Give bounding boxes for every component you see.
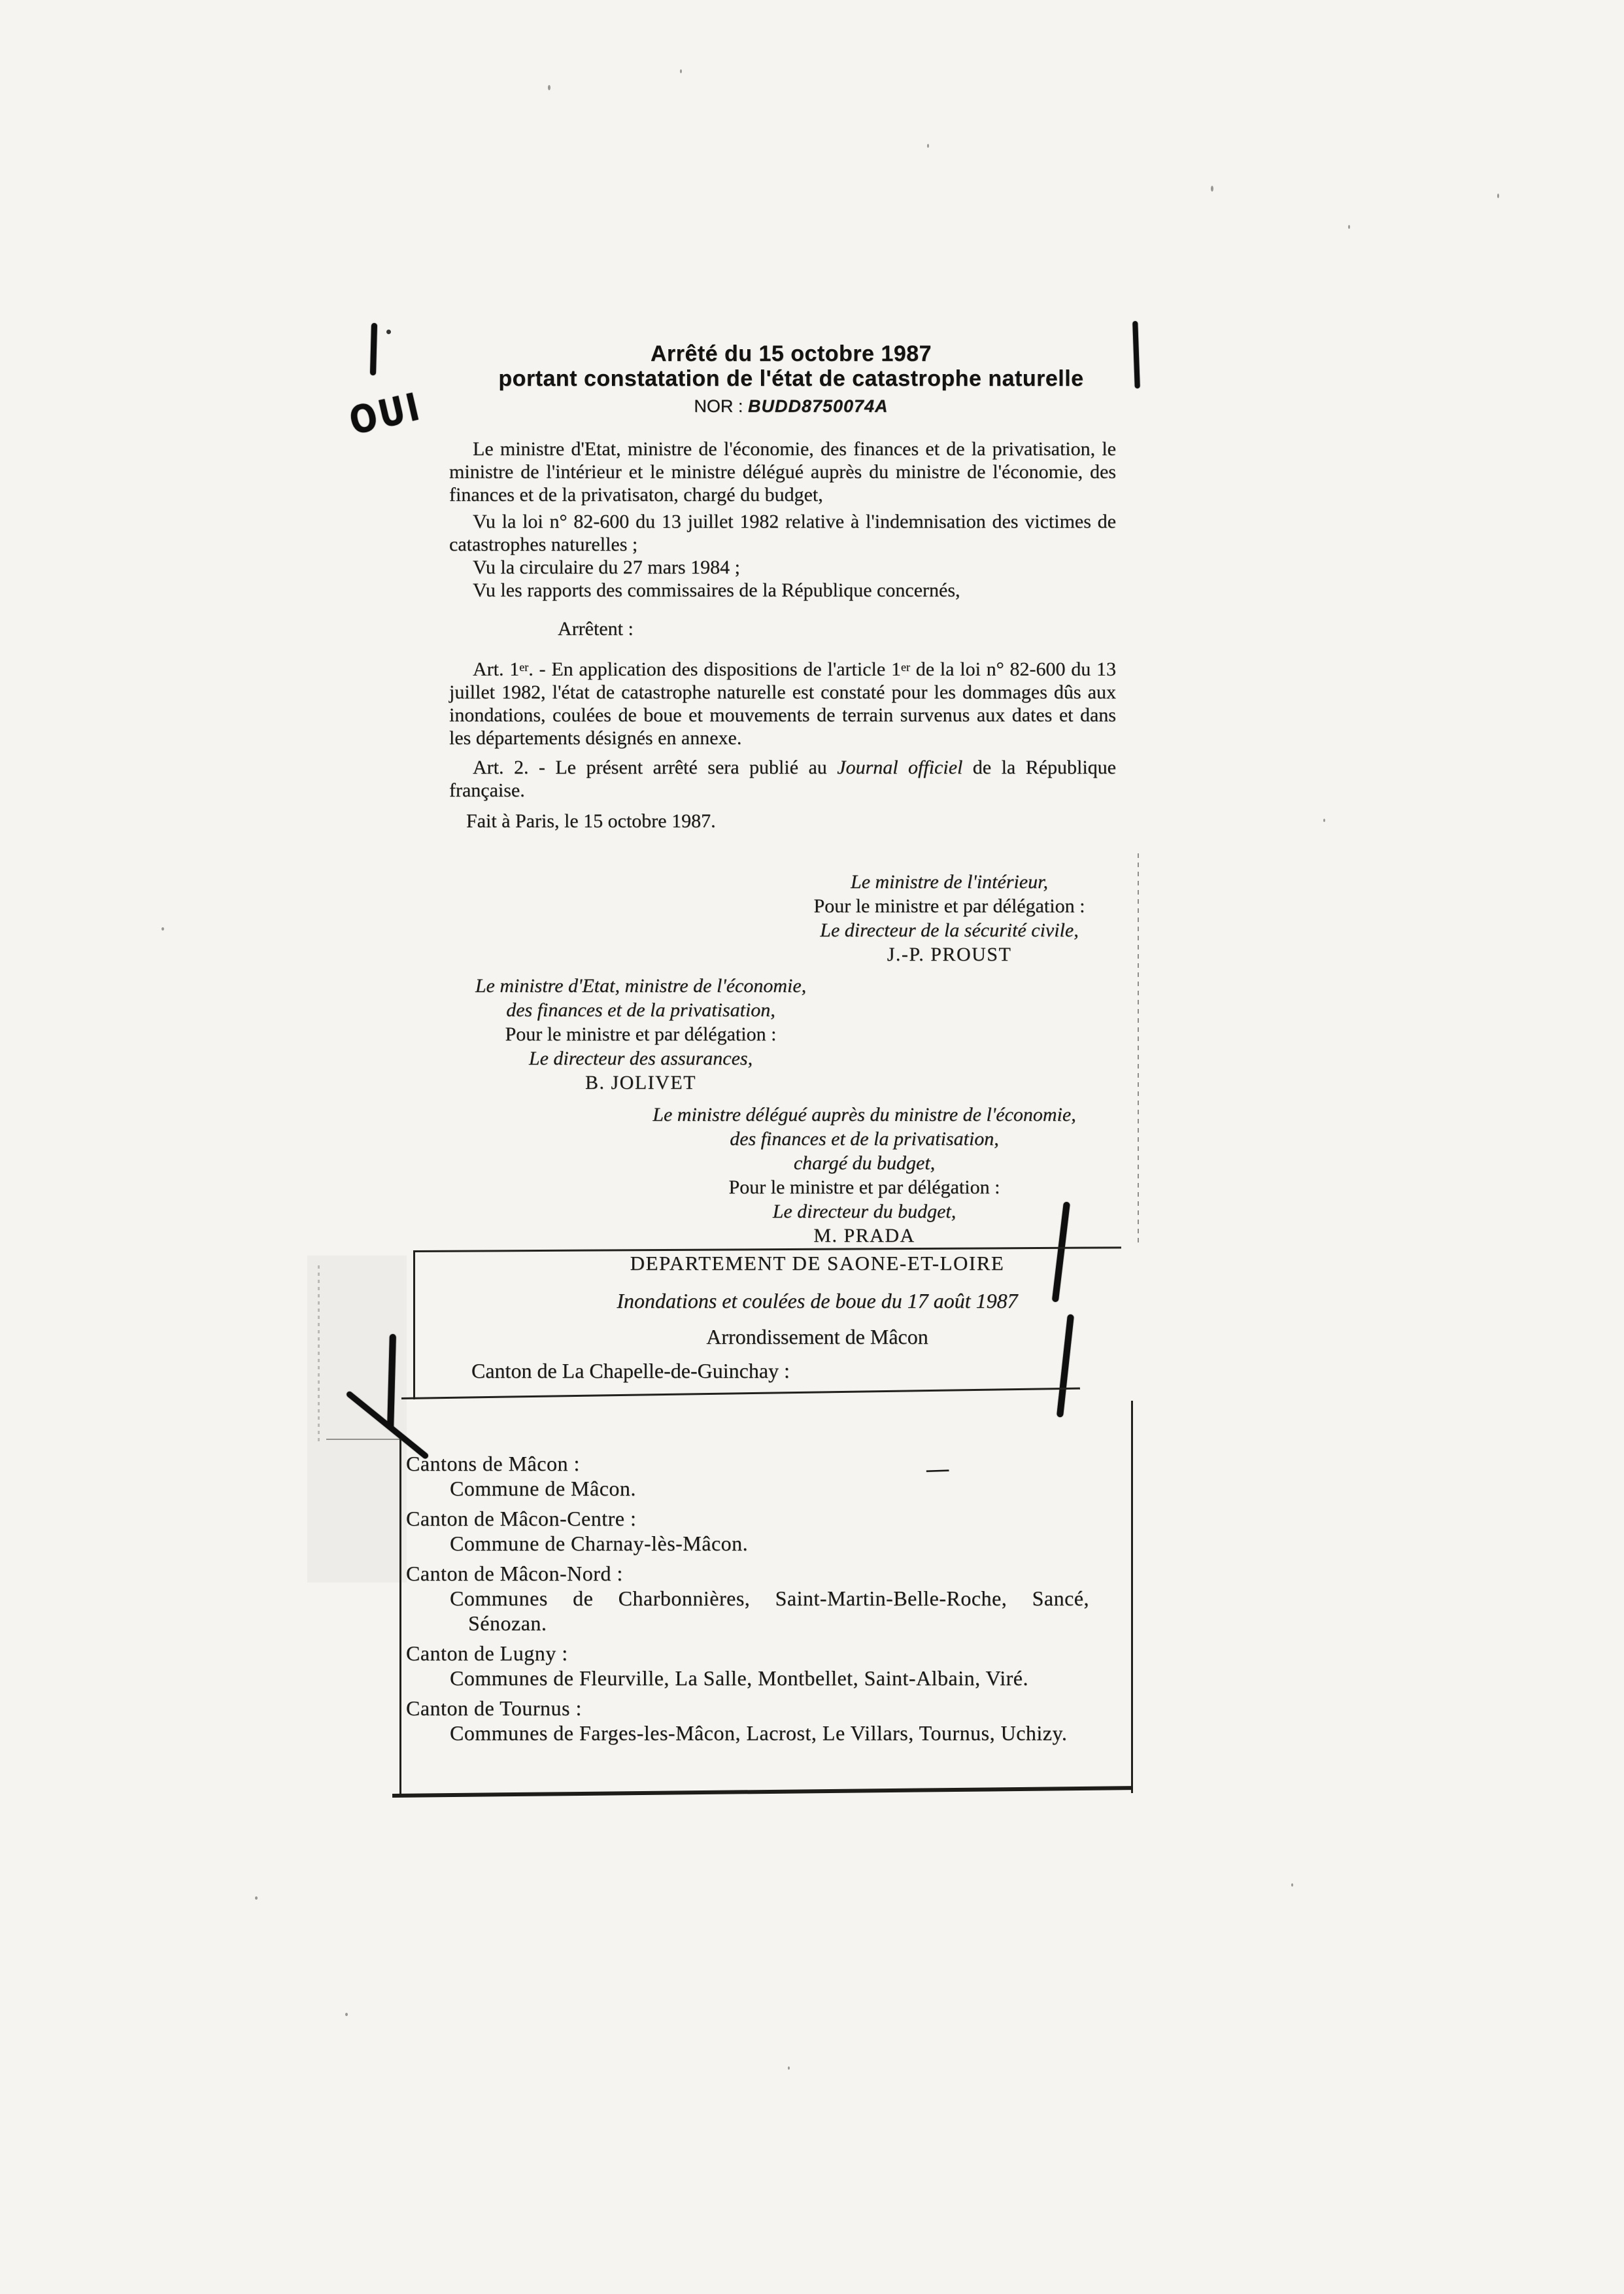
pen-tick-right xyxy=(1132,321,1140,388)
dateline: Fait à Paris, le 15 octobre 1987. xyxy=(466,810,716,832)
communes-line: Communes de Fleurville, La Salle, Montbellet, Saint-Albain, Viré. xyxy=(450,1666,1028,1690)
decree-title xyxy=(451,341,1131,391)
sig-budget-role3: chargé du budget, xyxy=(793,1152,936,1174)
pen-tick-left xyxy=(370,323,377,375)
handwritten-dash: — xyxy=(926,1456,949,1482)
article-1-label-sup: er xyxy=(519,660,529,674)
sig-budget-role2: des finances et de la privatisation, xyxy=(730,1128,999,1150)
cut-edge-smudge xyxy=(318,1265,320,1442)
communes-line: Communes de Charbonnières, Saint-Martin-Belle-Roche, Sancé, Sénozan. xyxy=(450,1586,1089,1635)
scan-speck xyxy=(680,69,682,73)
signature-budget xyxy=(570,1103,1159,1248)
nor-line xyxy=(451,396,1131,417)
article-1-text-sup: er xyxy=(900,660,910,674)
visa-circular: Vu la circulaire du 27 mars 1984 ; xyxy=(473,556,740,578)
communes-line: Commune de Charnay-lès-Mâcon. xyxy=(450,1532,749,1555)
canton-heading: Canton de Lugny : xyxy=(406,1641,568,1665)
signature-economy xyxy=(347,974,935,1095)
article-2 xyxy=(449,756,1116,802)
annexe-box1-left-border xyxy=(413,1250,415,1399)
annexe-event: Inondations et coulées de boue du 17 août 1987 xyxy=(617,1289,1018,1312)
sig-economy-director: Le directeur des assurances, xyxy=(528,1048,753,1069)
page-column-edge xyxy=(1138,853,1139,1246)
canton-heading: Cantons de Mâcon : xyxy=(406,1452,580,1475)
article-2-label: Art. 2. - xyxy=(473,756,556,778)
sig-economy-delegation: Pour le ministre et par délégation : xyxy=(505,1023,777,1045)
nor-value: BUDD8750074A xyxy=(747,396,888,416)
sig-economy-name: B. JOLIVET xyxy=(585,1072,696,1093)
scan-speck xyxy=(927,144,929,148)
handwritten-oui: OUI xyxy=(345,384,426,444)
scan-speck xyxy=(1291,1883,1293,1887)
scan-speck xyxy=(548,85,550,90)
annexe-box1-bottom-border xyxy=(401,1388,1080,1399)
scan-speck xyxy=(161,927,164,931)
sig-economy-role2: des finances et de la privatisation, xyxy=(506,999,775,1021)
nor-label: NOR : xyxy=(694,396,743,416)
scan-speck xyxy=(345,2013,348,2016)
article-1-text-cont: de la loi n° 82-600 du 13 juillet 1982, l'état de catastrophe naturelle est constaté pour les dommages dûs aux inondations, coulées de boue et mouvements de terrain survenus aux dates et dans les départements désignés en annexe. xyxy=(449,658,1117,749)
sig-interior-name: J.-P. PROUST xyxy=(887,944,1012,965)
visa-law: Vu la loi n° 82-600 du 13 juillet 1982 relative à l'indemnisation des victimes de catastrophes naturelles ; xyxy=(449,511,1116,555)
article-1-label: Art. 1 xyxy=(473,658,520,680)
scan-speck xyxy=(1497,194,1499,198)
sig-interior-director: Le directeur de la sécurité civile, xyxy=(820,919,1079,941)
sig-budget-director: Le directeur du budget, xyxy=(772,1201,956,1222)
communes-line: Communes de Farges-les-Mâcon, Lacrost, Le Villars, Tournus, Uchizy. xyxy=(450,1721,1068,1745)
scan-speck xyxy=(1323,819,1325,822)
cantons-list xyxy=(399,1439,1089,1745)
article-1-label-tail: . - xyxy=(528,658,552,680)
arretent-line: Arrêtent : xyxy=(558,618,634,640)
communes-line: Commune de Mâcon. xyxy=(450,1477,636,1500)
decree-body xyxy=(449,437,1116,832)
sig-interior-role: Le ministre de l'intérieur, xyxy=(851,871,1048,893)
article-1 xyxy=(449,656,1116,749)
article-2-text: Le présent arrêté sera publié au xyxy=(555,756,837,778)
article-2-journal-officiel: Journal officiel xyxy=(837,756,963,778)
sig-budget-role1: Le ministre délégué auprès du ministre de l'économie, xyxy=(652,1104,1076,1125)
annexe-box2-right-border xyxy=(1131,1401,1133,1793)
annexe-departement: DEPARTEMENT DE SAONE-ET-LOIRE xyxy=(630,1252,1005,1275)
sig-budget-name: M. PRADA xyxy=(813,1225,915,1246)
decree-title-line1: Arrêté du 15 octobre 1987 xyxy=(650,341,932,366)
article-2-text-cont: de la République française. xyxy=(449,756,1116,801)
ink-dot xyxy=(386,330,391,334)
annexe-arrondissement: Arrondissement de Mâcon xyxy=(706,1325,928,1348)
canton-heading: Canton de Tournus : xyxy=(406,1696,582,1720)
signature-interior xyxy=(655,870,1243,967)
sig-budget-delegation: Pour le ministre et par délégation : xyxy=(728,1176,1000,1198)
article-1-text: En application des dispositions de l'article 1 xyxy=(551,658,901,680)
canton-heading: Canton de Mâcon-Centre : xyxy=(406,1507,637,1530)
visa-reports: Vu les rapports des commissaires de la République concernés, xyxy=(473,579,960,601)
sig-interior-delegation: Pour le ministre et par délégation : xyxy=(813,895,1085,917)
scan-speck xyxy=(1211,186,1213,192)
annexe-canton-chapelle: Canton de La Chapelle-de-Guinchay : xyxy=(471,1359,790,1382)
annexe-box2-bottom-border xyxy=(392,1786,1133,1798)
preamble-paragraph: Le ministre d'Etat, ministre de l'économie, des finances et de la privatisation, le ministre de l'intérieur et le ministre délégué auprès du ministre de l'économie, des finances et de la privatisaton, chargé du budget, xyxy=(449,438,1116,505)
scan-speck xyxy=(255,1896,258,1900)
annexe-box2-top-left-edge xyxy=(326,1439,401,1440)
canton-heading: Canton de Mâcon-Nord : xyxy=(406,1562,623,1585)
scan-speck xyxy=(1348,225,1350,229)
decree-title-line2: portant constatation de l'état de catastrophe naturelle xyxy=(498,366,1084,391)
sig-economy-role1: Le ministre d'Etat, ministre de l'économie, xyxy=(475,975,807,997)
scan-speck xyxy=(788,2066,790,2070)
